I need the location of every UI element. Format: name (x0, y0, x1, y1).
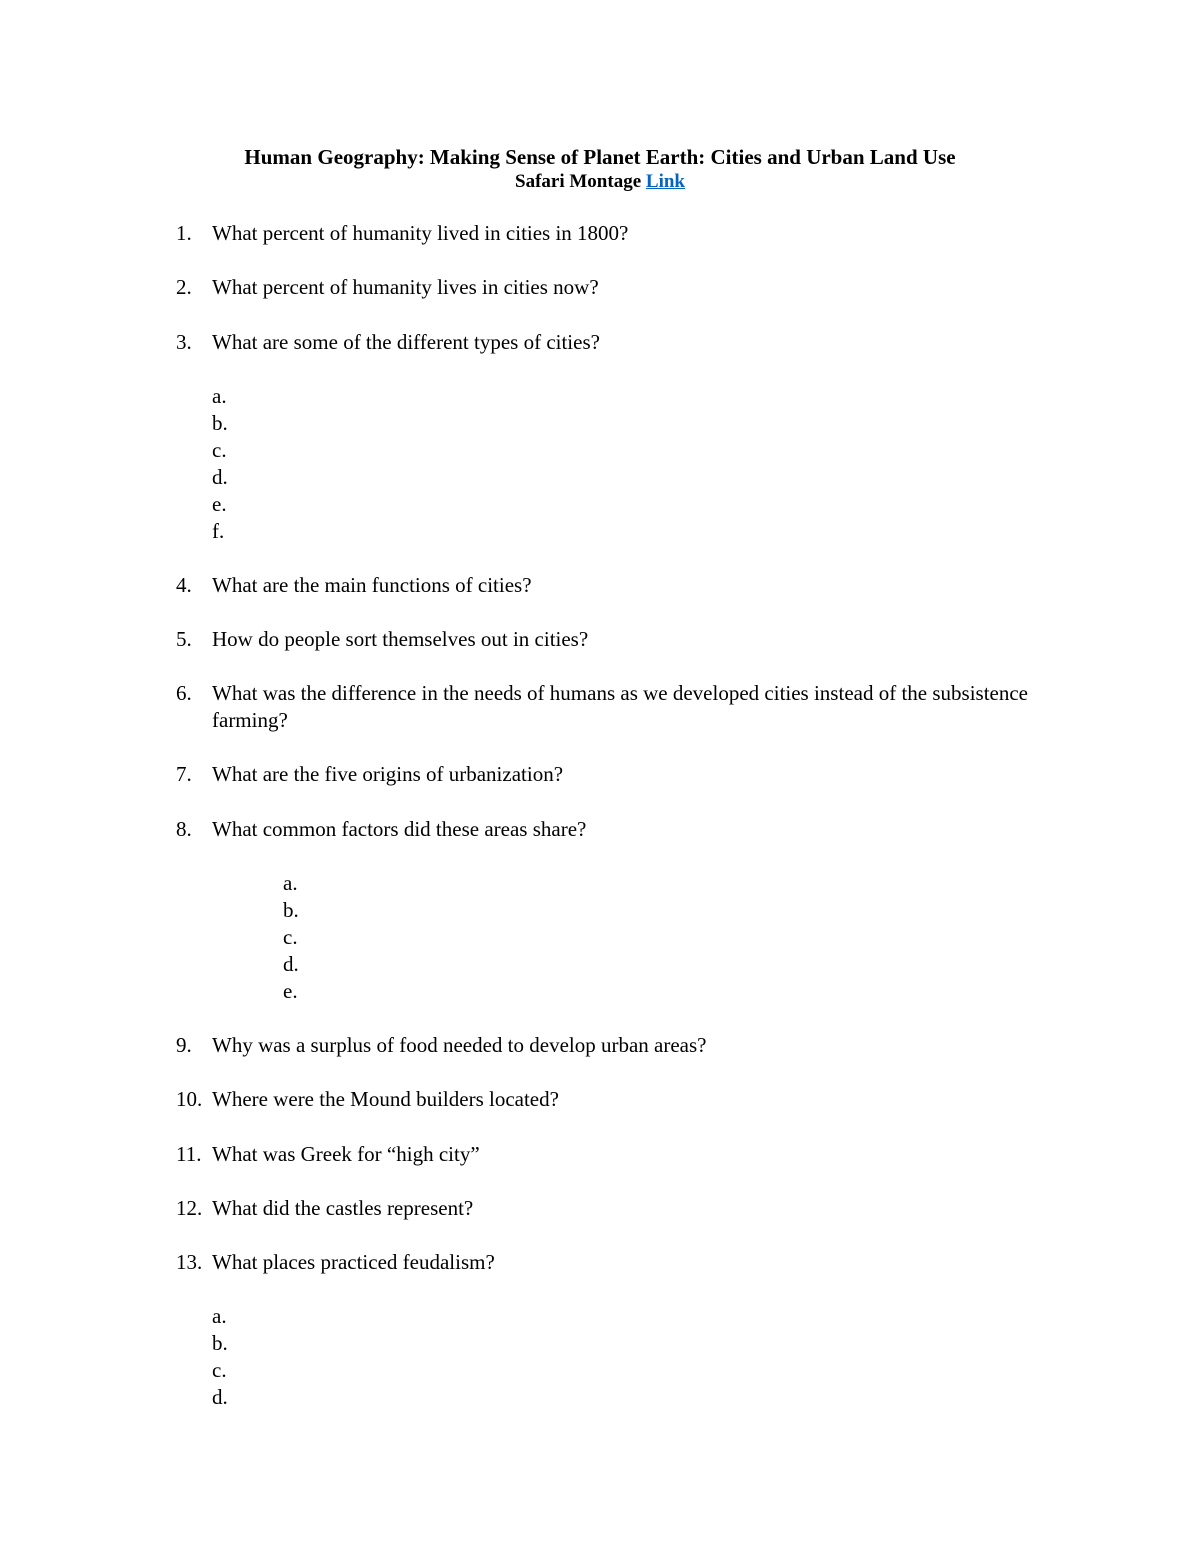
question-text: What are some of the different types of cities? (212, 330, 600, 354)
question-text: Where were the Mound builders located? (212, 1087, 559, 1111)
question-number: 4. (176, 573, 192, 597)
question-number: 13. (176, 1250, 203, 1274)
question-text: What common factors did these areas share? (212, 817, 587, 841)
question-text: What was the difference in the needs of humans as we developed cities instead of the subsistence farming? (212, 681, 1029, 732)
page-subtitle (0, 170, 1200, 194)
question-number: 3. (176, 330, 192, 354)
answer-letter: e. (212, 492, 227, 516)
question-number: 1. (176, 221, 192, 245)
page-title: Human Geography: Making Sense of Planet Earth: Cities and Urban Land Use (244, 145, 956, 169)
question-number: 2. (176, 275, 192, 299)
question-number: 5. (176, 627, 192, 651)
answer-letter: c. (212, 1358, 227, 1382)
question-text: What percent of humanity lives in cities now? (212, 275, 599, 299)
answer-letter: d. (212, 465, 228, 489)
answer-letter: a. (283, 871, 298, 895)
answer-letter: b. (212, 411, 228, 435)
question-text: Why was a surplus of food needed to develop urban areas? (212, 1033, 707, 1057)
question-number: 11. (176, 1142, 202, 1166)
subtitle-prefix: Safari Montage (515, 171, 642, 192)
answer-letter: d. (212, 1385, 228, 1409)
question-text: What places practiced feudalism? (212, 1250, 495, 1274)
answer-letter: c. (212, 438, 227, 462)
answer-letter: c. (283, 925, 298, 949)
answer-letter: a. (212, 384, 227, 408)
question-text: What are the five origins of urbanization? (212, 762, 564, 786)
question-text: How do people sort themselves out in cities? (212, 627, 589, 651)
safari-montage-link[interactable]: Link (645, 171, 685, 192)
question-text: What was Greek for “high city” (212, 1142, 480, 1166)
question-number: 12. (176, 1196, 203, 1220)
question-number: 10. (176, 1087, 203, 1111)
answer-letter: a. (212, 1304, 227, 1328)
answer-letter: d. (283, 952, 299, 976)
answer-letter: e. (283, 979, 298, 1003)
question-number: 7. (176, 762, 192, 786)
answer-letter: b. (212, 1331, 228, 1355)
answer-letter: b. (283, 898, 299, 922)
question-number: 9. (176, 1033, 192, 1057)
question-text: What did the castles represent? (212, 1196, 474, 1220)
question-number: 8. (176, 817, 192, 841)
answer-letter: f. (212, 519, 225, 543)
question-text: What are the main functions of cities? (212, 573, 532, 597)
question-number: 6. (176, 681, 192, 705)
question-text: What percent of humanity lived in cities in 1800? (212, 221, 629, 245)
